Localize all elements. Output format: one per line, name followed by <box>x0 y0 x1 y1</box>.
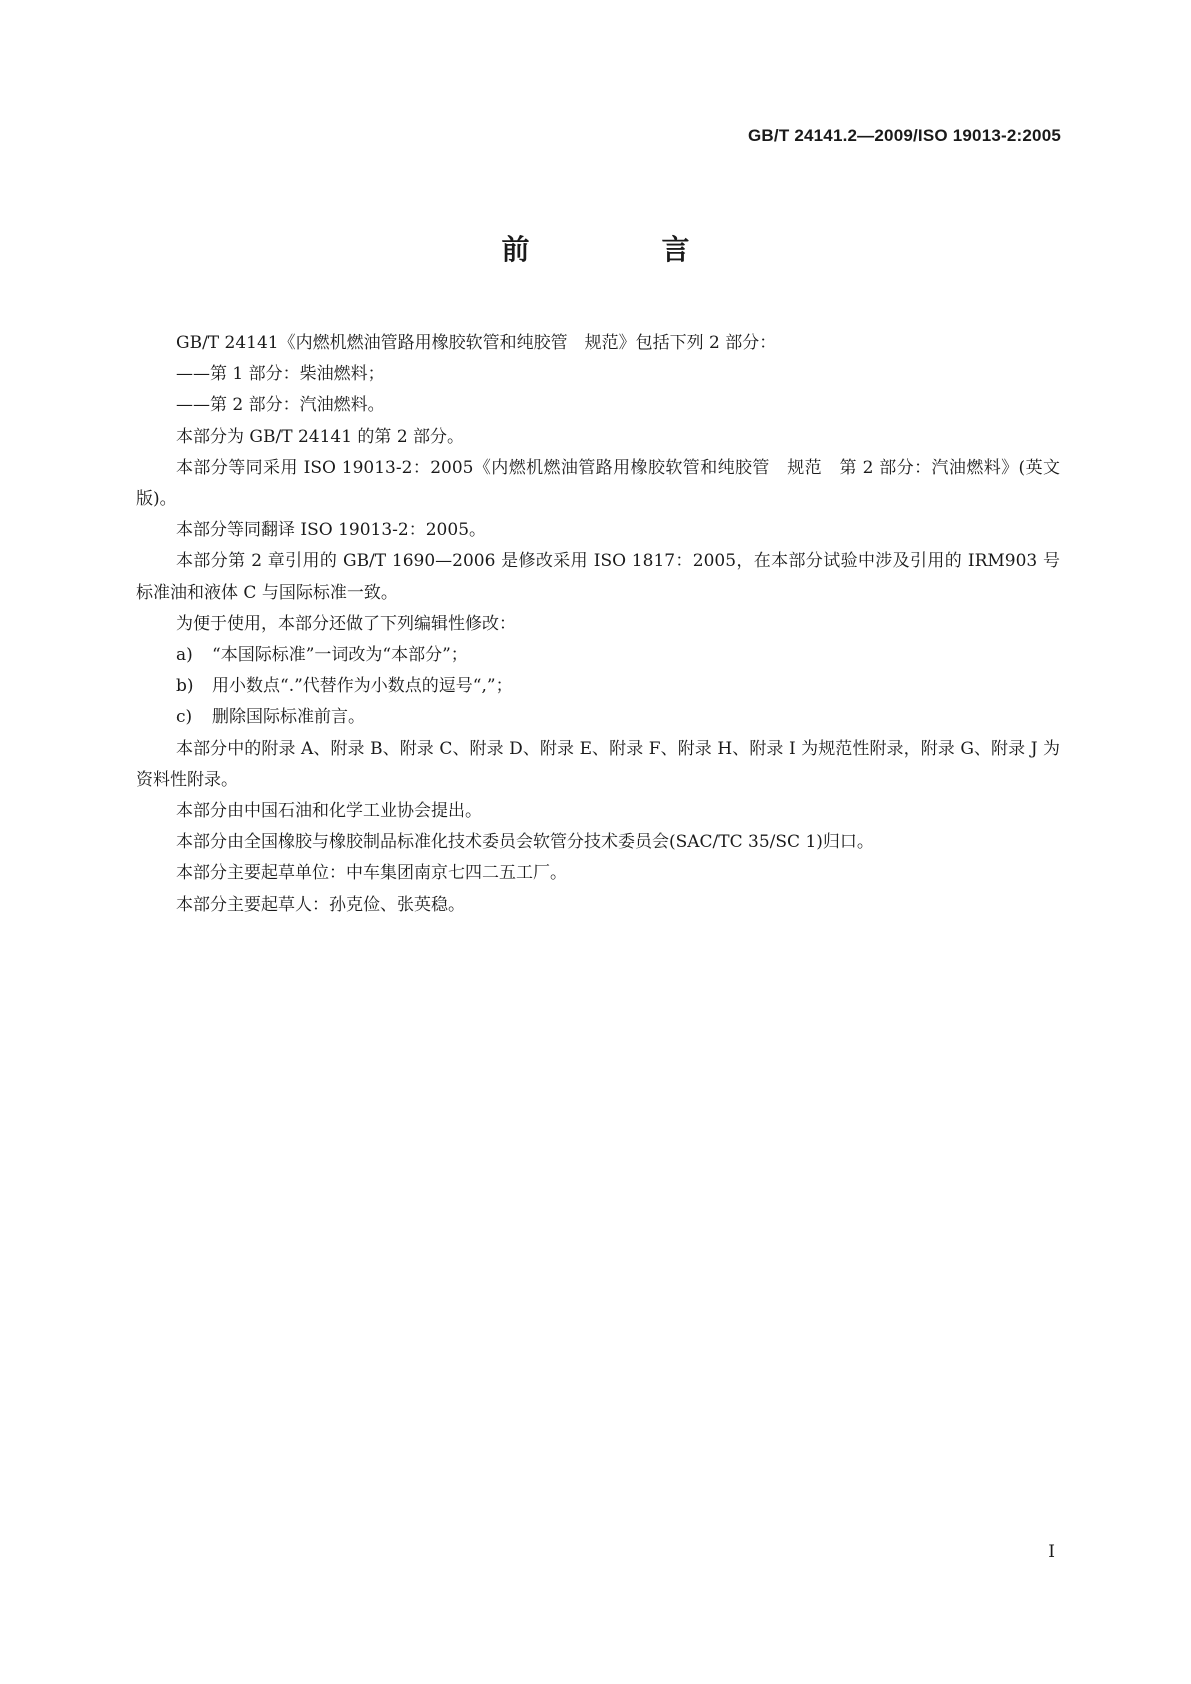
page-number: I <box>1048 1542 1055 1562</box>
edit-item-text: 用小数点“.”代替作为小数点的逗号“,”； <box>212 676 513 697</box>
paragraph: 本部分为 GB/T 24141 的第 2 部分。 <box>176 426 465 447</box>
paragraph: 本部分由中国石油和化学工业协会提出。 <box>176 801 482 822</box>
paragraph: GB/T 24141《内燃机燃油管路用橡胶软管和纯胶管 规范》包括下列 2 部分： <box>176 333 777 353</box>
paragraph: 本部分主要起草单位：中车集团南京七四二五工厂。 <box>176 863 567 884</box>
foreword-body <box>136 328 1060 921</box>
paragraph: 本部分等同翻译 ISO 19013-2：2005。 <box>176 520 487 541</box>
edit-item-label: a) <box>176 645 193 666</box>
page-title: 前 言 <box>501 233 742 266</box>
list-item: ——第 1 部分：柴油燃料； <box>176 364 385 385</box>
paragraph: 本部分等同采用 ISO 19013-2：2005《内燃机燃油管路用橡胶软管和纯胶管 规范 第 2 部分：汽油燃料》(英文版)。 <box>136 457 1060 510</box>
edit-item-a <box>136 640 1060 671</box>
edit-item-label: b) <box>176 676 194 697</box>
edit-item-text: 删除国际标准前言。 <box>212 707 365 728</box>
paragraph: 本部分第 2 章引用的 GB/T 1690—2006 是修改采用 ISO 1817：2005，在本部分试验中涉及引用的 IRM903 号标准油和液体 C 与国际标准一致。 <box>136 551 1060 603</box>
standard-code: GB/T 24141.2—2009/ISO 19013-2:2005 <box>748 126 1061 145</box>
paragraph: 本部分主要起草人：孙克俭、张英稳。 <box>176 894 465 915</box>
paragraph: 为便于使用，本部分还做了下列编辑性修改： <box>176 613 516 634</box>
edit-item-text: “本国际标准”一词改为“本部分”； <box>212 645 468 666</box>
paragraph: 本部分由全国橡胶与橡胶制品标准化技术委员会软管分技术委员会(SAC/TC 35/SC 1)归口。 <box>176 832 874 853</box>
edit-item-b <box>136 671 1060 702</box>
edit-item-c <box>136 702 1060 733</box>
edit-item-label: c) <box>176 707 193 728</box>
list-item: ——第 2 部分：汽油燃料。 <box>176 395 385 416</box>
paragraph: 本部分中的附录 A、附录 B、附录 C、附录 D、附录 E、附录 F、附录 H、附录 I 为规范性附录，附录 G、附录 J 为资料性附录。 <box>136 738 1060 790</box>
